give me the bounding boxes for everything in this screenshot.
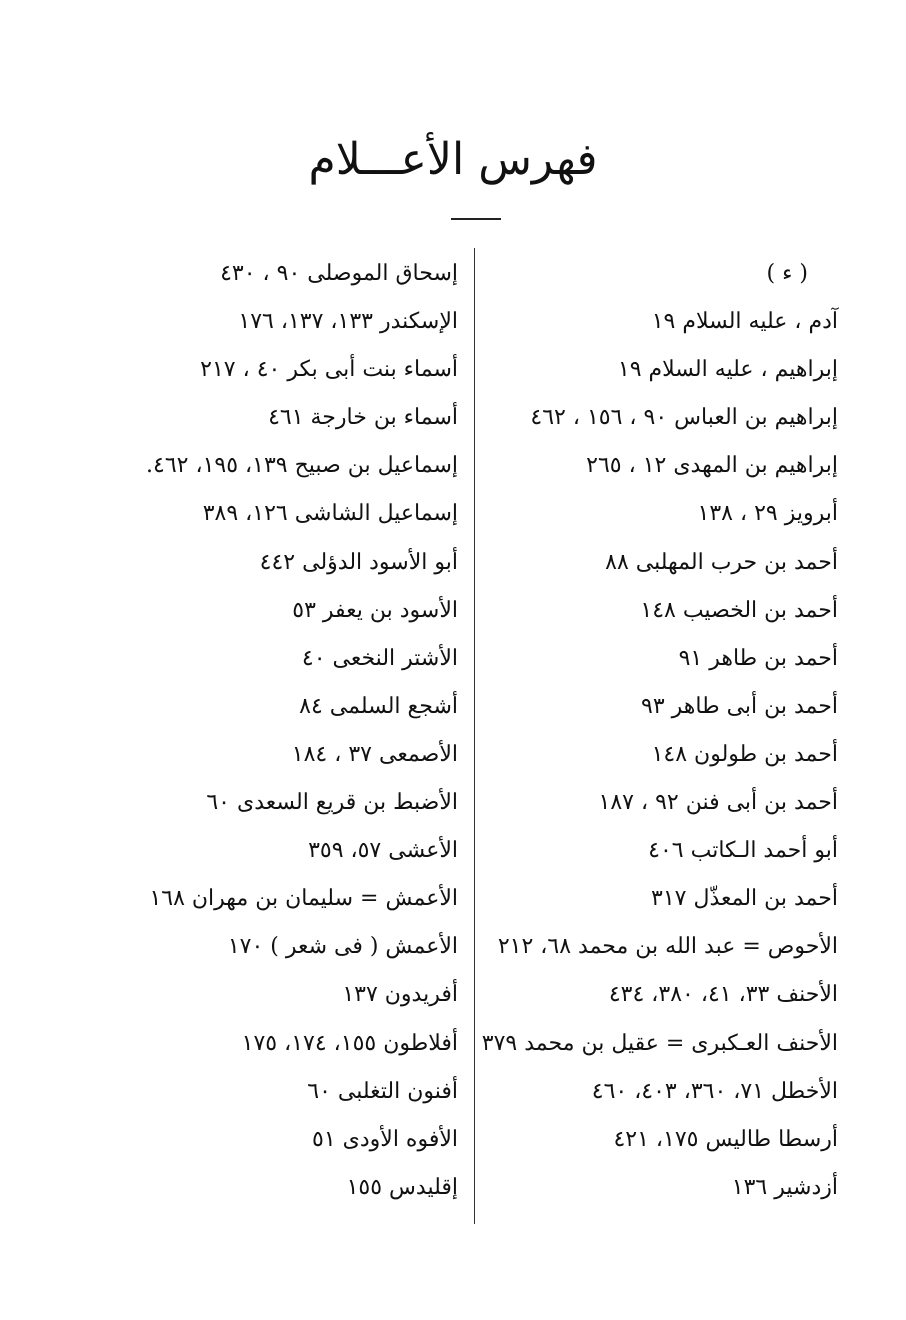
index-entry: الأحنف العـكبرى = عقيل بن محمد ٣٧٩ <box>481 1030 838 1056</box>
index-entry: الأضبط بن قريع السعدى ٦٠ <box>206 790 458 816</box>
index-entry: إبراهيم بن المهدى ١٢ ، ٢٦٥ <box>586 453 838 479</box>
index-entry: أبو الأسود الدؤلى ٤٤٢ <box>259 549 458 575</box>
index-entry: أحمد بن أبى فنن ٩٢ ، ١٨٧ <box>598 790 838 816</box>
left-column <box>58 250 458 1212</box>
index-entry: أفنون التغلبى ٦٠ <box>307 1078 458 1104</box>
index-entry: أزدشير ١٣٦ <box>731 1174 838 1200</box>
index-entry: أحمد بن حرب المهلبى ٨٨ <box>605 549 838 575</box>
index-entry: أرسطا طاليس ١٧٥، ٤٢١ <box>613 1126 838 1152</box>
index-entry: الأصمعى ٣٧ ، ١٨٤ <box>291 741 458 767</box>
index-entry: الأسود بن يعفر ٥٣ <box>292 597 458 623</box>
index-entry: الأعمش ( فى شعر ) ١٧٠ <box>227 934 458 960</box>
index-entry: إبراهيم بن العباس ٩٠ ، ١٥٦ ، ٤٦٢ <box>530 405 838 431</box>
section-letter: ( ء ) <box>766 261 808 286</box>
index-entry: آدم ، عليه السلام ١٩ <box>651 309 838 335</box>
right-column <box>438 250 838 1212</box>
index-entry: الأعمش = سليمان بن مهران ١٦٨ <box>149 886 458 912</box>
index-entry: الأخطل ٧١، ٣٦٠، ٤٠٣، ٤٦٠ <box>591 1078 838 1104</box>
index-entry: الأحوص = عبد الله بن محمد ٦٨، ٢١٢ <box>497 934 838 960</box>
index-entry: إقليدس ١٥٥ <box>346 1174 458 1200</box>
index-entry: الإسكندر ١٣٣، ١٣٧، ١٧٦ <box>238 309 458 335</box>
index-entry: الأعشى ٥٧، ٣٥٩ <box>308 838 458 864</box>
index-entry: أشجع السلمى ٨٤ <box>299 693 458 719</box>
index-entry: إسماعيل بن صبيح ١٣٩، ١٩٥، ٤٦٢. <box>146 453 458 479</box>
index-entry: أحمد بن طولون ١٤٨ <box>651 741 838 767</box>
index-entry: أسماء بن خارجة ٤٦١ <box>268 405 458 431</box>
index-entry: أبو أحمد الـكاتب ٤٠٦ <box>648 838 838 864</box>
index-entry: الأفوه الأودى ٥١ <box>312 1126 458 1152</box>
index-entry: الأشتر النخعى ٤٠ <box>301 645 458 671</box>
index-entry: أسماء بنت أبى بكر ٤٠ ، ٢١٧ <box>200 357 458 383</box>
index-entry: أحمد بن طاهر ٩١ <box>678 645 838 671</box>
index-entry: أحمد بن أبى طاهر ٩٣ <box>641 693 838 719</box>
index-entry: أحمد بن المعذّل ٣١٧ <box>651 886 838 912</box>
index-entry: الأحنف ٣٣، ٤١، ٣٨٠، ٤٣٤ <box>608 982 838 1008</box>
index-entry: إسحاق الموصلى ٩٠ ، ٤٣٠ <box>220 261 458 286</box>
index-entry: أفلاطون ١٥٥، ١٧٤، ١٧٥ <box>241 1030 458 1056</box>
index-entry: أبرويز ٢٩ ، ١٣٨ <box>697 501 838 527</box>
title-rule <box>451 218 501 220</box>
index-entry: أحمد بن الخصيب ١٤٨ <box>640 597 838 623</box>
index-entry: إبراهيم ، عليه السلام ١٩ <box>617 357 838 383</box>
index-entry: إسماعيل الشاشى ١٢٦، ٣٨٩ <box>202 501 458 527</box>
index-entry: أفريدون ١٣٧ <box>342 982 458 1008</box>
page-title: فهرس الأعـــلام <box>308 134 598 185</box>
